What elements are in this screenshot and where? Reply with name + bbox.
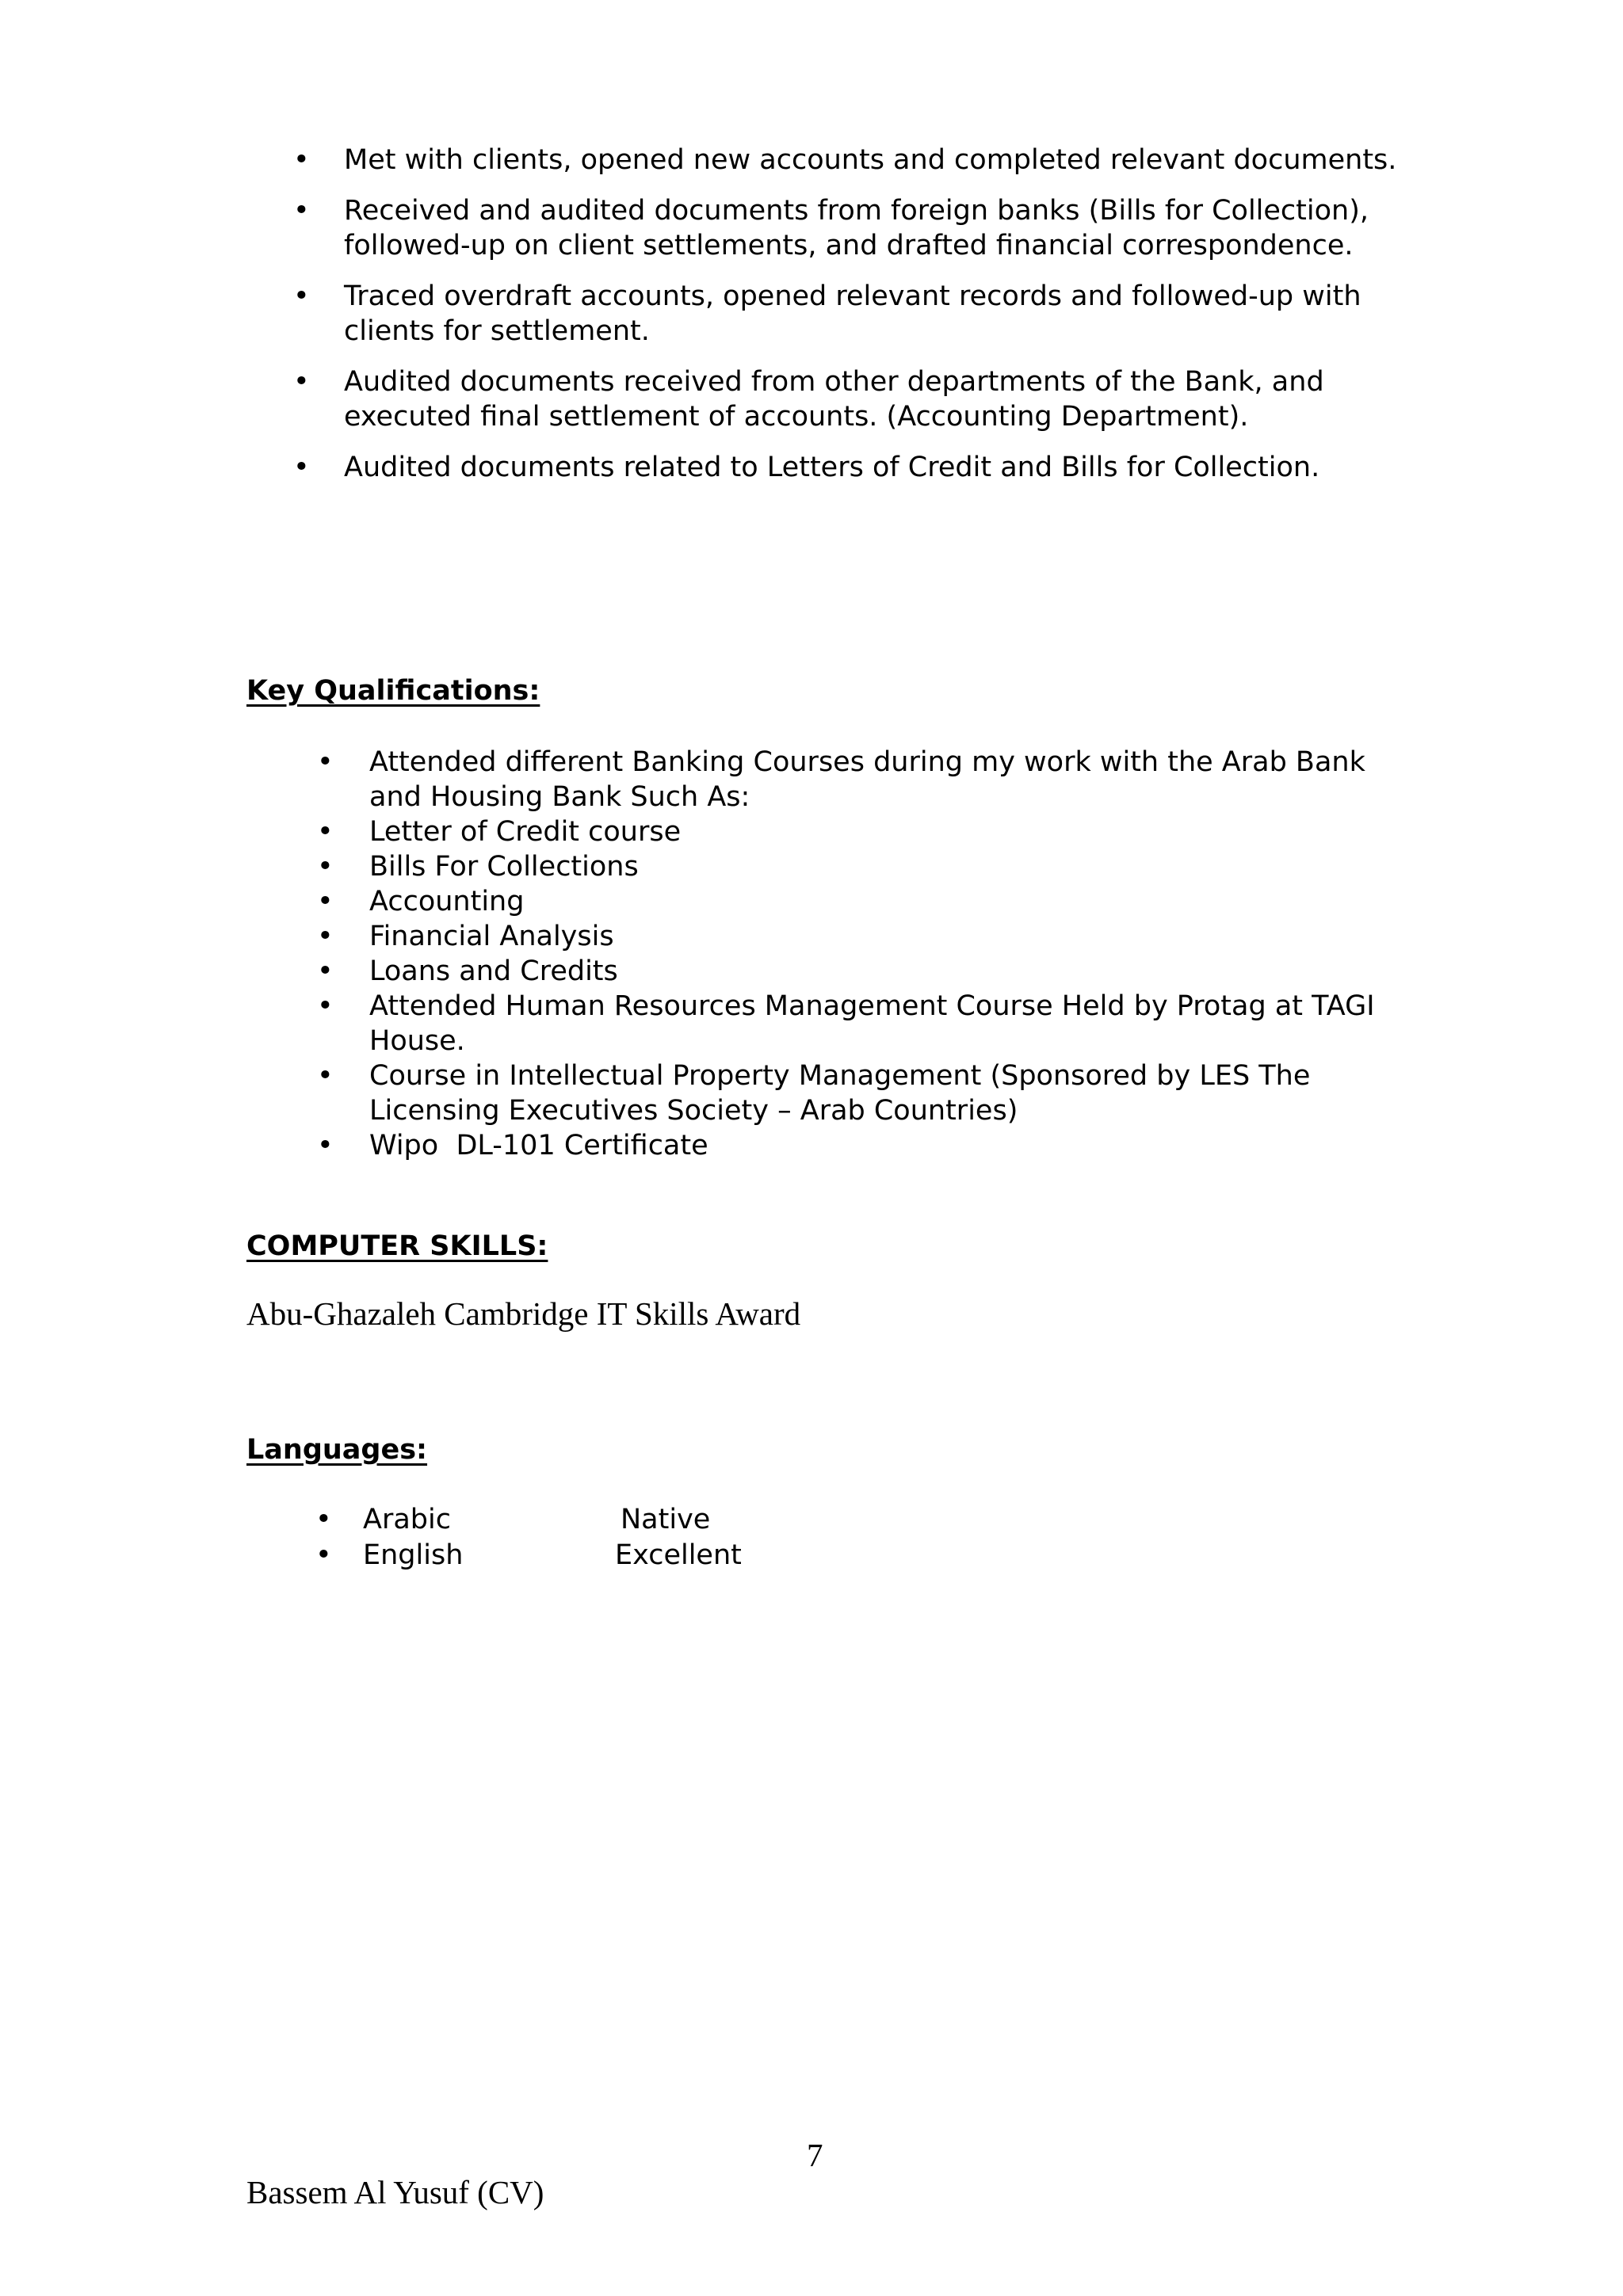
language-name: English xyxy=(363,1539,464,1571)
qualification-text: Accounting xyxy=(369,886,525,917)
list-item xyxy=(315,1538,742,1573)
bullet-icon: • xyxy=(317,921,334,952)
bullet-icon: • xyxy=(315,1539,332,1571)
languages-list xyxy=(315,1502,742,1573)
page-number: 7 xyxy=(807,2137,823,2173)
list-item xyxy=(293,143,1403,177)
key-qualifications-heading: Key Qualifications: xyxy=(246,675,540,707)
list-item xyxy=(317,849,1395,884)
bullet-icon: • xyxy=(317,1130,334,1161)
bullet-icon: • xyxy=(317,886,334,917)
list-item xyxy=(317,989,1395,1058)
bullet-icon: • xyxy=(293,195,310,227)
bullet-icon: • xyxy=(317,990,334,1022)
list-item xyxy=(317,814,1395,849)
bullet-icon: • xyxy=(317,746,334,778)
bullet-icon: • xyxy=(317,816,334,848)
bullet-icon: • xyxy=(315,1504,332,1535)
qualification-text: Financial Analysis xyxy=(369,921,614,952)
duties-list xyxy=(293,143,1403,501)
bullet-icon: • xyxy=(317,851,334,883)
list-item xyxy=(317,884,1395,919)
duty-text: Met with clients, opened new accounts and completed relevant documents. xyxy=(344,144,1397,176)
duty-text: Received and audited documents from foreign banks (Bills for Collection), followed-up on client settlements, and drafted financial correspondence. xyxy=(344,195,1369,261)
qualification-text: Course in Intellectual Property Management (Sponsored by LES The Licensing Executives Society – Arab Countries) xyxy=(369,1060,1311,1127)
computer-skills-text: Abu-Ghazaleh Cambridge IT Skills Award xyxy=(246,1295,801,1332)
language-name: Arabic xyxy=(363,1504,451,1535)
list-item xyxy=(293,279,1403,349)
list-item xyxy=(293,450,1403,485)
bullet-icon: • xyxy=(317,955,334,987)
qualification-text: Wipo DL-101 Certificate xyxy=(369,1130,708,1161)
qualification-text: Bills For Collections xyxy=(369,851,639,883)
language-level: Native xyxy=(621,1504,711,1535)
qualification-text: Letter of Credit course xyxy=(369,816,682,848)
duty-text: Traced overdraft accounts, opened relevant records and followed-up with clients for settlement. xyxy=(344,280,1361,347)
qualifications-list xyxy=(317,745,1395,1163)
list-item xyxy=(317,1058,1395,1128)
qualification-text: Loans and Credits xyxy=(369,955,618,987)
languages-heading: Languages: xyxy=(246,1434,428,1466)
bullet-icon: • xyxy=(293,366,310,398)
list-item xyxy=(293,364,1403,434)
footer-name: Bassem Al Yusuf (CV) xyxy=(246,2174,544,2210)
bullet-icon: • xyxy=(293,280,310,312)
bullet-icon: • xyxy=(293,144,310,176)
bullet-icon: • xyxy=(293,452,310,483)
duty-text: Audited documents received from other departments of the Bank, and executed final settlement of accounts. (Accounting Department). xyxy=(344,366,1324,433)
language-level: Excellent xyxy=(615,1539,742,1571)
qualification-text: Attended different Banking Courses during my work with the Arab Bank and Housing Bank Such As: xyxy=(369,746,1365,813)
list-item xyxy=(317,1128,1395,1163)
qualification-text: Attended Human Resources Management Course Held by Protag at TAGI House. xyxy=(369,990,1375,1057)
bullet-icon: • xyxy=(317,1060,334,1092)
list-item xyxy=(317,954,1395,989)
list-item xyxy=(293,193,1403,263)
list-item xyxy=(317,919,1395,954)
computer-skills-heading: COMPUTER SKILLS: xyxy=(246,1230,548,1262)
list-item xyxy=(315,1502,742,1538)
list-item xyxy=(317,745,1395,814)
duty-text: Audited documents related to Letters of Credit and Bills for Collection. xyxy=(344,452,1320,483)
